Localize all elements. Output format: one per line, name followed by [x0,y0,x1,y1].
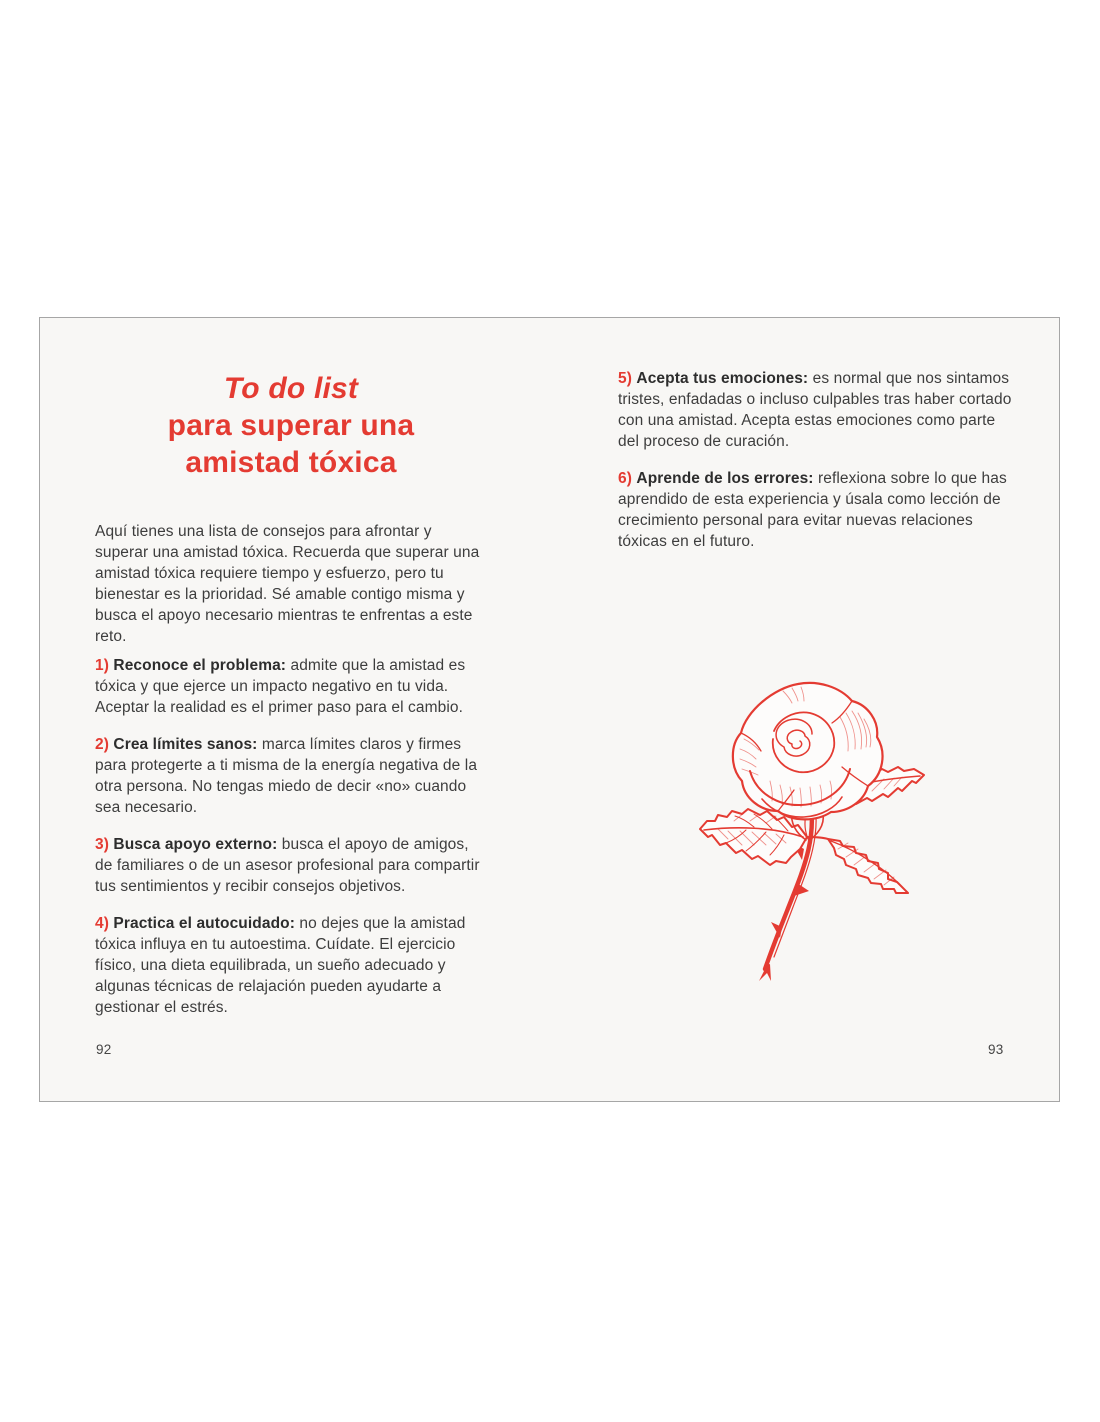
item-body: marca límites claros y firmes para protegerte a ti misma de la energía negativa de la otra persona. No tengas miedo de decir «no» cuando sea necesario. [95,736,478,816]
item-number: 5) [618,370,632,387]
list-item-2 [95,734,487,818]
page-number-left: 92 [96,1042,112,1057]
list-item-3 [95,834,487,897]
list-item-4 [95,913,487,1018]
page-number-right: 93 [988,1042,1004,1057]
item-heading: Aprende de los errores: [636,470,814,487]
list-item-5 [618,368,1016,452]
item-body: reflexiona sobre lo que has aprendido de esta experiencia y úsala como lección de crecimiento personal para evitar nuevas relaciones tóxicas en el futuro. [618,470,1007,550]
left-page-column [95,318,487,1018]
title-line-1: To do list [223,372,359,405]
item-number: 2) [95,736,109,753]
item-number: 6) [618,470,632,487]
book-spread [39,317,1060,1102]
title-line-3: amistad tóxica [185,446,397,479]
item-number: 1) [95,657,109,674]
list-item-1 [95,655,487,718]
item-heading: Crea límites sanos: [113,736,258,753]
rose-illustration [688,678,946,988]
item-body: no dejes que la amistad tóxica influya en tu autoestima. Cuídate. El ejercicio físico, una dieta equilibrada, un sueño adecuado y algunas técnicas de relajación pueden ayudarte a gestionar el estrés. [95,915,466,1016]
page-title [95,318,487,481]
item-heading: Busca apoyo externo: [113,836,278,853]
item-heading: Practica el autocuidado: [113,915,295,932]
item-body: admite que la amistad es tóxica y que ejerce un impacto negativo en tu vida. Aceptar la realidad es el primer paso para el cambio. [95,657,466,716]
item-heading: Reconoce el problema: [113,657,287,674]
rose-engraving-icon [688,678,946,988]
intro-paragraph [95,521,487,647]
intro-text: Aquí tienes una lista de consejos para afrontar y superar una amistad tóxica. Recuerda que superar una amistad tóxica requiere tiempo y esfuerzo, pero tu bienestar es la prioridad. Sé amable contigo misma y busca el apoyo necesario mientras te enfrentas a este reto. [95,523,480,645]
item-body: busca el apoyo de amigos, de familiares o de un asesor profesional para compartir tus sentimientos y recibir consejos objetivos. [95,836,480,895]
item-number: 4) [95,915,109,932]
item-number: 3) [95,836,109,853]
left-items [95,655,487,1018]
title-line-2: para superar una [167,409,415,442]
item-heading: Acepta tus emociones: [636,370,809,387]
list-item-6 [618,468,1016,552]
right-page-column [618,368,1016,552]
item-body: es normal que nos sintamos tristes, enfadadas o incluso culpables tras haber cortado con una amistad. Acepta estas emociones como parte del proceso de curación. [618,370,1012,450]
